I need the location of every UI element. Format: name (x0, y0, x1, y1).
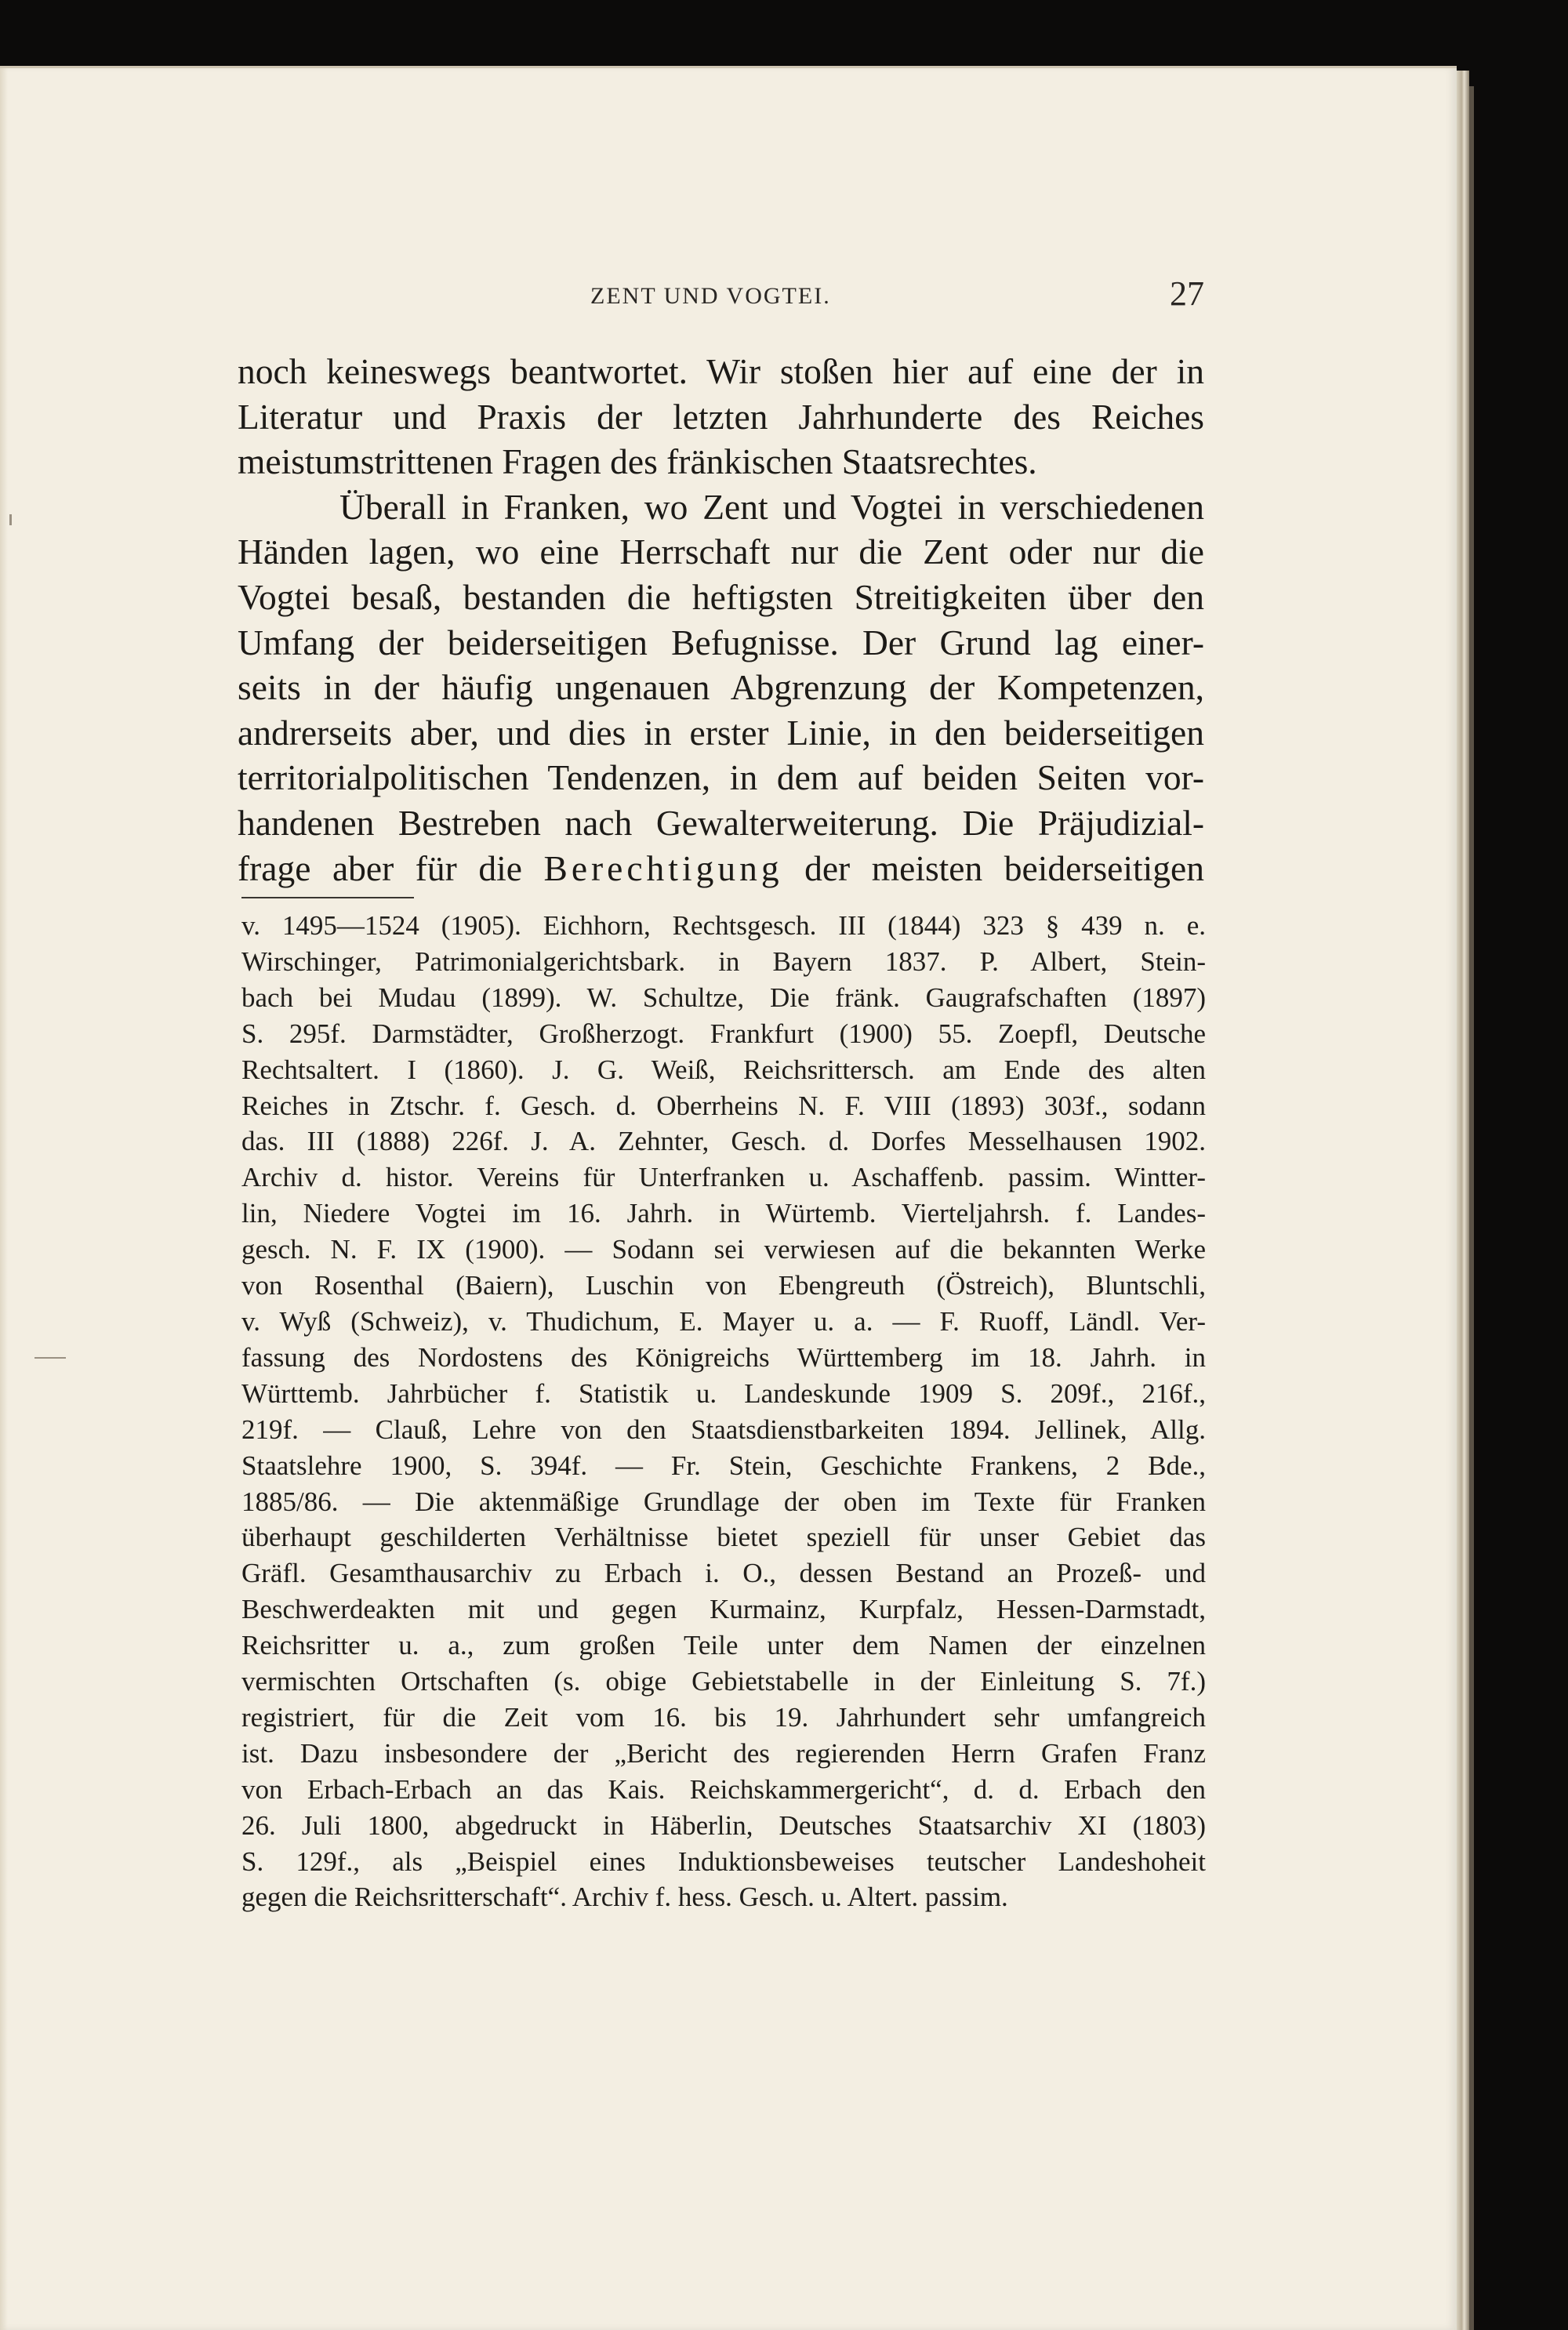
footnote-line: von Erbach-Erbach an das Kais. Reichskammergericht“, d. d. Erbach den (241, 1773, 1206, 1805)
footnote-line: Beschwerdeakten mit und gegen Kurmainz, Kurpfalz, Hessen-Darmstadt, (241, 1594, 1206, 1625)
footnote-line: S. 129f., als „Beispiel eines Induktionsbeweises teutscher Landeshoheit (241, 1845, 1206, 1877)
footnote-line: v. 1495—1524 (1905). Eichhorn, Rechtsgesch. III (1844) 323 § 439 n. e. (241, 910, 1206, 941)
footnote-line: registriert, für die Zeit vom 16. bis 19. Jahrhundert sehr umfangreich (241, 1701, 1206, 1733)
footnote-line: vermischten Ortschaften (s. obige Gebietstabelle in der Einleitung S. 7f.) (241, 1666, 1206, 1697)
margin-mark (34, 1357, 66, 1359)
text-line: Händen lagen, wo eine Herrschaft nur die Zent oder nur die (238, 532, 1204, 572)
footnote-line: 1885/86. — Die aktenmäßige Grundlage der oben im Texte für Franken (241, 1486, 1206, 1517)
main-text (238, 349, 1204, 891)
footnote-line: Württemb. Jahrbücher f. Statistik u. Landeskunde 1909 S. 209f., 216f., (241, 1377, 1206, 1409)
footnote-line: Reichsritter u. a., zum großen Teile unter dem Namen der einzelnen (241, 1630, 1206, 1661)
footnote-line: das. III (1888) 226f. J. A. Zehnter, Gesch. d. Dorfes Messelhausen 1902. (241, 1126, 1206, 1157)
text-line: noch keineswegs beantwortet. Wir stoßen hier auf eine der in (238, 351, 1204, 391)
footnote-line: Rechtsaltert. I (1860). J. G. Weiß, Reichsrittersch. am Ende des alten (241, 1054, 1206, 1085)
page-top-edge (0, 66, 1457, 68)
page-fore-edge (1457, 71, 1469, 2330)
emphasized-word: Berechtigung (543, 847, 783, 888)
text-line: Vogtei besaß, bestanden die heftigsten Streitigkeiten über den (238, 576, 1204, 617)
footnote-line: v. Wyß (Schweiz), v. Thudichum, E. Mayer u. a. — F. Ruoff, Ländl. Ver- (241, 1305, 1206, 1337)
margin-mark (9, 514, 12, 525)
footnote-line: S. 295f. Darmstädter, Großherzogt. Frankfurt (1900) 55. Zoepfl, Deutsche (241, 1018, 1206, 1049)
footnote-line: gesch. N. F. IX (1900). — Sodann sei verwiesen auf die bekannten Werke (241, 1234, 1206, 1265)
text-line: Literatur und Praxis der letzten Jahrhunderte des Reiches (238, 396, 1204, 437)
text-line (238, 846, 1204, 891)
footnote-rule (241, 897, 414, 898)
footnote-line: Staatslehre 1900, S. 394f. — Fr. Stein, Geschichte Frankens, 2 Bde., (241, 1450, 1206, 1481)
footnote-line: ist. Dazu insbesondere der „Bericht des regierenden Herrn Grafen Franz (241, 1737, 1206, 1769)
text-fragment: der meisten beiderseitigen (782, 847, 1204, 888)
text-line: Überall in Franken, wo Zent und Vogtei in verschiedenen (339, 486, 1204, 527)
page-header (238, 274, 1204, 328)
footnote-line: fassung des Nordostens des Königreichs Württemberg im 18. Jahrh. in (241, 1341, 1206, 1373)
page-left-shade (0, 68, 8, 2330)
footnote-line: bach bei Mudau (1899). W. Schultze, Die fränk. Gaugrafschaften (1897) (241, 982, 1206, 1013)
footnote-line: 26. Juli 1800, abgedruckt in Häberlin, Deutsches Staatsarchiv XI (1803) (241, 1809, 1206, 1841)
footnote-line: überhaupt geschilderten Verhältnisse bietet speziell für unser Gebiet das (241, 1522, 1206, 1553)
footnote-line: von Rosenthal (Baiern), Luschin von Ebengreuth (Östreich), Bluntschli, (241, 1270, 1206, 1301)
text-line: territorialpolitischen Tendenzen, in dem auf beiden Seiten vor- (238, 757, 1204, 798)
text-line: handenen Bestreben nach Gewalterweiterung. Die Präjudizial- (238, 802, 1204, 843)
text-line: andrerseits aber, und dies in erster Linie, in den beiderseitigen (238, 712, 1204, 753)
footnote-line: 219f. — Clauß, Lehre von den Staatsdienstbarkeiten 1894. Jellinek, Allg. (241, 1414, 1206, 1445)
footnote-line: Wirschinger, Patrimonialgerichtsbark. in Bayern 1837. P. Albert, Stein- (241, 945, 1206, 977)
footnote-line: Reiches in Ztschr. f. Gesch. d. Oberrheins N. F. VIII (1893) 303f., sodann (241, 1090, 1206, 1121)
footnote-line: gegen die Reichsritterschaft“. Archiv f. hess. Gesch. u. Altert. passim. (241, 1882, 1008, 1913)
text-line: meistumstrittenen Fragen des fränkischen Staatsrechtes. (238, 441, 1037, 482)
text-line: seits in der häufig ungenauen Abgrenzung der Kompetenzen, (238, 667, 1204, 708)
page-fore-edge-shadow (1469, 86, 1474, 2330)
text-fragment: frage aber für die (238, 847, 544, 888)
footnote-line: Archiv d. histor. Vereins für Unterfranken u. Aschaffenb. passim. Wintter- (241, 1162, 1206, 1193)
footnote (241, 908, 1206, 1915)
footnote-line: lin, Niedere Vogtei im 16. Jahrh. in Würtemb. Vierteljahrsh. f. Landes- (241, 1198, 1206, 1229)
running-head: ZENT UND VOGTEI. (590, 283, 831, 309)
page-number: 27 (1170, 274, 1204, 313)
footnote-line: Gräfl. Gesamthausarchiv zu Erbach i. O., dessen Bestand an Prozeß- und (241, 1558, 1206, 1589)
text-line: Umfang der beiderseitigen Befugnisse. Der Grund lag einer- (238, 622, 1204, 662)
